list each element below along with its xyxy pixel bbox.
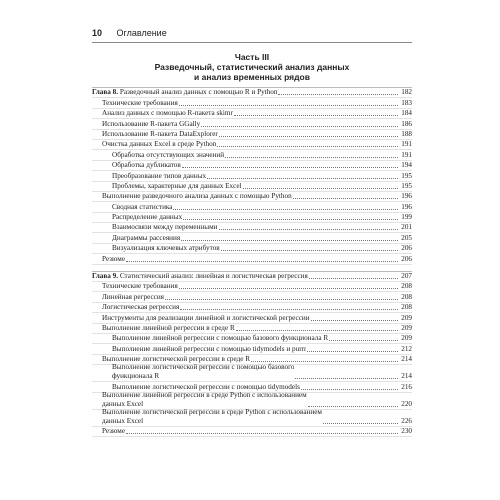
toc-entry [92,150,412,160]
page-ref: 209 [401,323,412,332]
toc-entry [92,98,412,108]
page-ref: 196 [401,192,412,201]
toc-entry-text: Проблемы, характерные для данных Excel [112,181,242,190]
part-heading [92,52,412,82]
toc-entry-text: Логистическая регрессия [102,303,180,312]
leader-dots [217,146,398,147]
toc-entry [92,109,412,119]
leader-dots [301,389,398,390]
chapter-row [92,272,412,282]
page-ref: 199 [401,213,412,222]
page-ref: 191 [401,150,412,159]
chapter-row [92,88,412,98]
leader-dots [179,288,398,289]
toc-entry-text: Технические требования [102,282,178,291]
leader-dots [219,229,399,230]
toc-entry [92,365,412,382]
page-ref: 183 [401,98,412,107]
toc-entry-text: Преобразование типов данных [112,171,207,180]
page-ref: 205 [401,233,412,242]
toc-entry [92,254,412,264]
toc-entry-text: Взаимосвязи между переменными [112,223,218,232]
chapter-title: Глава 8. Разведочный анализ данных с помощью R и Python [92,88,278,97]
page-ref: 214 [401,372,412,381]
leader-dots [311,320,399,321]
toc-entry [92,223,412,233]
toc-entry [92,427,412,437]
leader-dots [234,115,398,116]
leader-dots [219,136,398,137]
page-ref: 214 [401,355,412,364]
page-ref: 208 [401,292,412,301]
toc-entry-text: Выполнение логистической регрессии в среде R [102,355,251,364]
page-ref: 212 [401,344,412,353]
leader-dots [329,340,398,341]
leader-dots [173,209,398,210]
toc-entry [92,344,412,354]
chapter-title: Глава 9. Статистический анализ: линейная и логистическая регрессия [92,272,308,281]
toc-entry [92,233,412,243]
toc-entry [92,161,412,171]
toc-entry-text: Использование R-пакета DataExplorer [102,129,218,138]
toc-entry [92,324,412,334]
leader-dots [181,240,398,241]
toc-entry-text: Выполнение линейной регрессии в среде R [102,323,235,332]
page-ref: 208 [401,282,412,291]
page-ref: 195 [401,181,412,190]
toc-entry-text: Резюме [102,254,126,263]
toc-entry [92,292,412,302]
page-ref: 207 [401,272,412,281]
page-ref: 216 [401,382,412,391]
page-ref: 191 [401,140,412,149]
leader-dots [225,157,398,158]
leader-dots [236,330,398,331]
toc-entry [92,119,412,129]
toc-entry-text: Очистка данных Excel в среде Python [102,140,217,149]
page-ref: 206 [401,254,412,263]
leader-dots [308,406,399,407]
toc-entry-text [102,408,322,426]
toc-entry [92,334,412,344]
page-ref: 230 [401,426,412,435]
page-ref: 184 [401,109,412,118]
toc-entry-text: Обработка дубликатов [112,161,181,170]
toc-entry [92,171,412,181]
page-ref: 195 [401,171,412,180]
leader-dots [251,361,398,362]
page-ref: 182 [401,88,412,97]
page-ref: 188 [401,129,412,138]
leader-dots [182,167,398,168]
leader-dots [183,219,398,220]
toc-entry-text: Сводная статистика [112,202,173,211]
leader-dots [293,198,399,199]
page-ref: 201 [401,223,412,232]
toc-entry-text [112,363,294,381]
toc-entry-line: Выполнение логистической регрессии с помощью базового [112,363,295,372]
chapter-label: Глава 9. [92,272,119,281]
toc-entry-text: Выполнение логистической регрессии с помощью tidymodels [112,382,300,391]
toc-entry-text: Выполнение линейной регрессии с помощью tidymodels и purrr [112,344,307,353]
part-title-line-1: Разведочный, статистический анализ данных [154,62,350,72]
toc-entry [92,182,412,192]
toc-entry-text: Распределение данных [112,213,183,222]
toc-entry-text: Использование R-пакета GGally [102,119,201,128]
chapter-label: Глава 8. [92,88,119,97]
toc-entry-line: Выполнение логистической регрессии в среде Python с использованием [102,407,322,416]
table-of-contents [92,87,412,437]
toc-entry [92,244,412,254]
leader-dots [221,250,399,251]
toc-entry-text: Визуализация ключевых атрибутов [112,244,220,253]
leader-dots [295,378,398,379]
toc-entry [92,213,412,223]
header-title: Оглавление [116,28,167,38]
toc-entry-text [102,391,307,409]
toc-entry [92,140,412,150]
toc-entry-text: Инструменты для реализации линейной и логистической регрессии [102,313,310,322]
page-ref: 206 [401,244,412,253]
running-header [92,28,412,43]
toc-entry-text: Выполнение линейной регрессии с помощью базового функционала R [112,334,329,343]
leader-dots [179,105,398,106]
leader-dots [207,178,398,179]
leader-dots [323,423,398,424]
toc-entry [92,202,412,212]
toc-entry [92,192,412,202]
toc-entry-line: Выполнение линейной регрессии в среде Python с использованием [102,390,307,399]
page-ref: 196 [401,202,412,211]
page-ref: 186 [401,119,412,128]
page-ref: 209 [401,334,412,343]
toc-entry [92,407,412,427]
part-number: Часть III [234,52,270,62]
toc-entry-continuation: данных Excel [102,399,144,408]
leader-dots [126,261,398,262]
leader-dots [165,299,398,300]
toc-entry [92,282,412,292]
leader-dots [201,126,398,127]
toc-entry-text: Обработка отсутствующих значений [112,150,225,159]
toc-entry-text: Выполнение разведочного анализа данных с помощью Python [102,192,292,201]
leader-dots [180,309,398,310]
leader-dots [278,94,398,95]
page-number: 10 [92,28,103,38]
leader-dots [126,433,398,434]
toc-entry-text: Диаграммы рассеяния [112,233,181,242]
page-ref: 208 [401,303,412,312]
part-title-line-2: и анализ временных рядов [194,72,310,82]
toc-entry-text: Анализ данных с помощью R-пакета skimr [102,109,233,118]
toc-entry [92,303,412,313]
toc-entry-text: Резюме [102,426,126,435]
toc-entry-continuation: данных Excel [102,416,144,425]
page-ref: 209 [401,313,412,322]
leader-dots [243,188,399,189]
toc-entry-text: Технические требования [102,98,178,107]
toc-entry-text: Линейная регрессия [102,292,164,301]
toc-entry [92,130,412,140]
toc-entry-continuation: функционала R [112,372,160,381]
leader-dots [309,278,398,279]
leader-dots [307,351,398,352]
page-ref: 226 [401,416,412,425]
toc-entry [92,313,412,323]
page-ref: 220 [401,399,412,408]
page-ref: 194 [401,161,412,170]
